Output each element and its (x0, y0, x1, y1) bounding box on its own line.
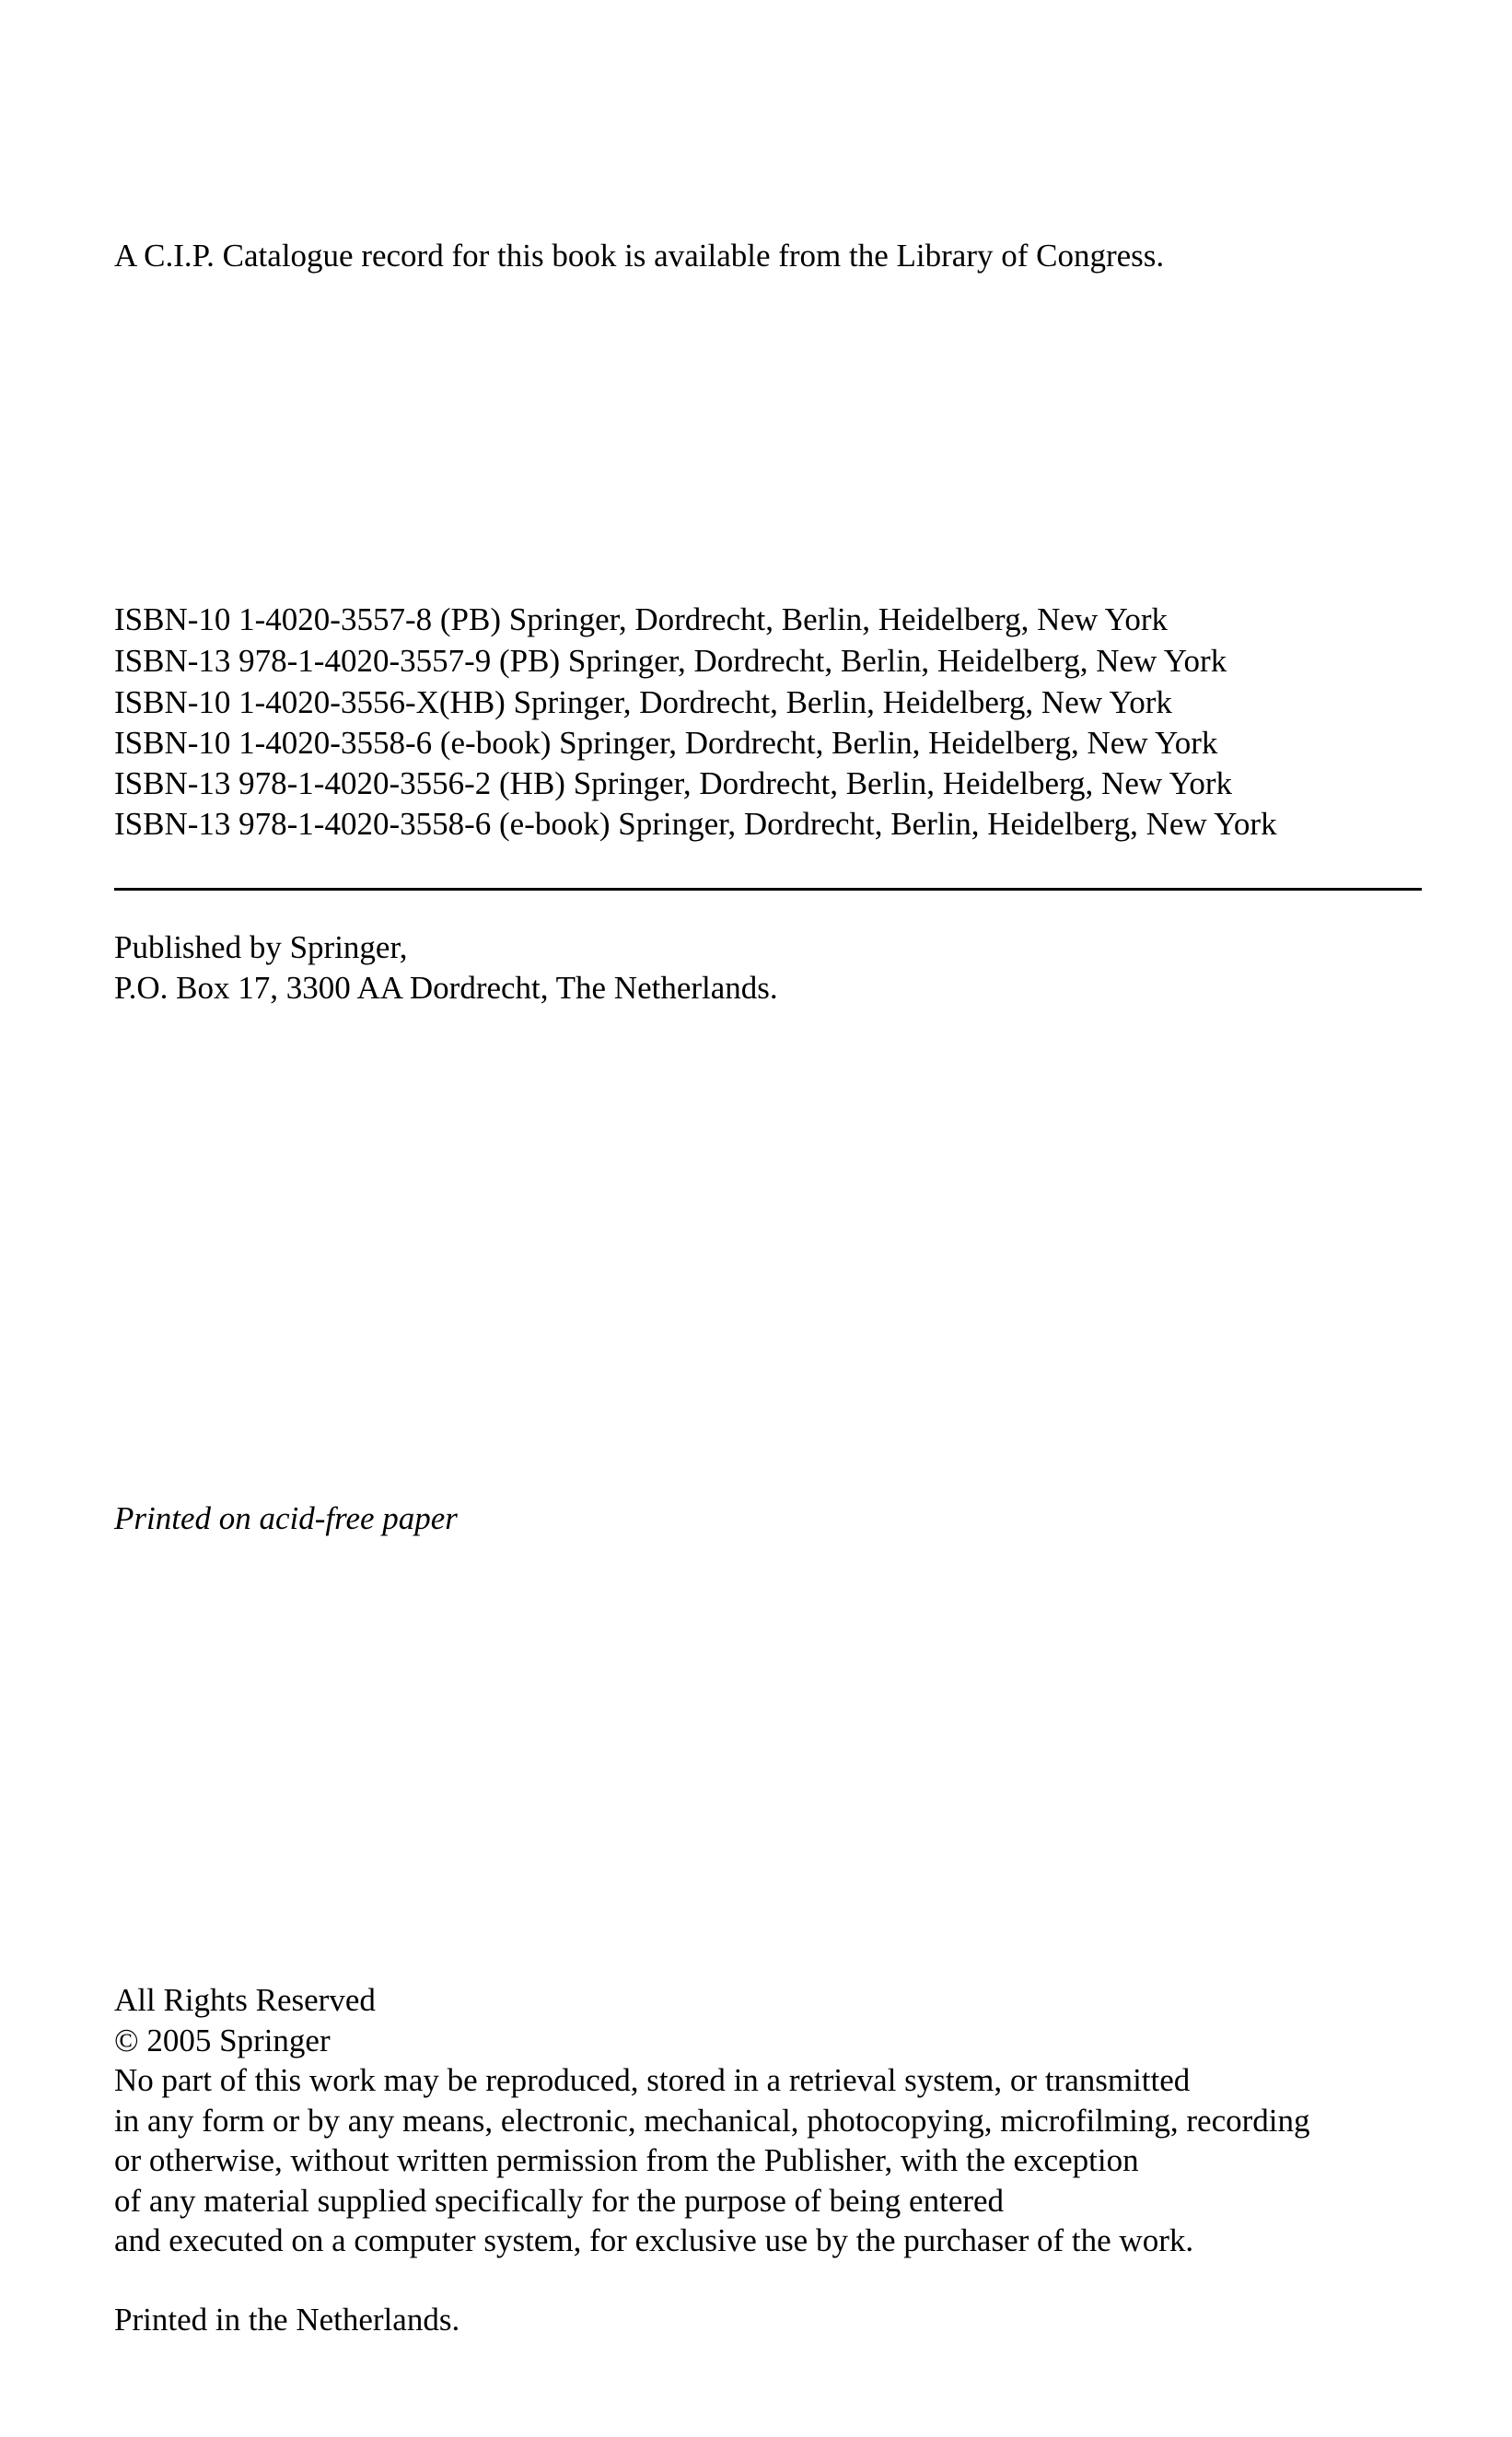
rights-reserved: All Rights Reserved (114, 1982, 376, 2018)
isbn-line: ISBN-10 1-4020-3558-6 (e-book) Springer, Dordrecht, Berlin, Heidelberg, New York (114, 725, 1218, 761)
printed-in: Printed in the Netherlands. (114, 2302, 460, 2338)
paper-note: Printed on acid-free paper (114, 1500, 458, 1536)
rights-notice-line: in any form or by any means, electronic, mechanical, photocopying, microfilming, recording (114, 2103, 1310, 2139)
publisher-address: P.O. Box 17, 3300 AA Dordrecht, The Netherlands. (114, 970, 778, 1006)
rights-notice-line: of any material supplied specifically for the purpose of being entered (114, 2183, 1005, 2219)
isbn-line: ISBN-13 978-1-4020-3556-2 (HB) Springer, Dordrecht, Berlin, Heidelberg, New York (114, 765, 1233, 801)
section-divider (114, 888, 1422, 891)
publisher-name: Published by Springer, (114, 929, 408, 965)
cip-record-text: A C.I.P. Catalogue record for this book is available from the Library of Congress. (114, 238, 1165, 274)
rights-notice-line: and executed on a computer system, for exclusive use by the purchaser of the work. (114, 2222, 1194, 2258)
isbn-line: ISBN-10 1-4020-3557-8 (PB) Springer, Dordrecht, Berlin, Heidelberg, New York (114, 601, 1169, 637)
isbn-line: ISBN-13 978-1-4020-3558-6 (e-book) Springer, Dordrecht, Berlin, Heidelberg, New York (114, 806, 1277, 842)
isbn-line: ISBN-13 978-1-4020-3557-9 (PB) Springer, Dordrecht, Berlin, Heidelberg, New York (114, 643, 1227, 679)
rights-notice-line: No part of this work may be reproduced, stored in a retrieval system, or transmitted (114, 2062, 1191, 2098)
isbn-line: ISBN-10 1-4020-3556-X(HB) Springer, Dordrecht, Berlin, Heidelberg, New York (114, 684, 1172, 720)
rights-notice-line: or otherwise, without written permission from the Publisher, with the exception (114, 2142, 1139, 2178)
copyright-line: © 2005 Springer (114, 2023, 331, 2058)
